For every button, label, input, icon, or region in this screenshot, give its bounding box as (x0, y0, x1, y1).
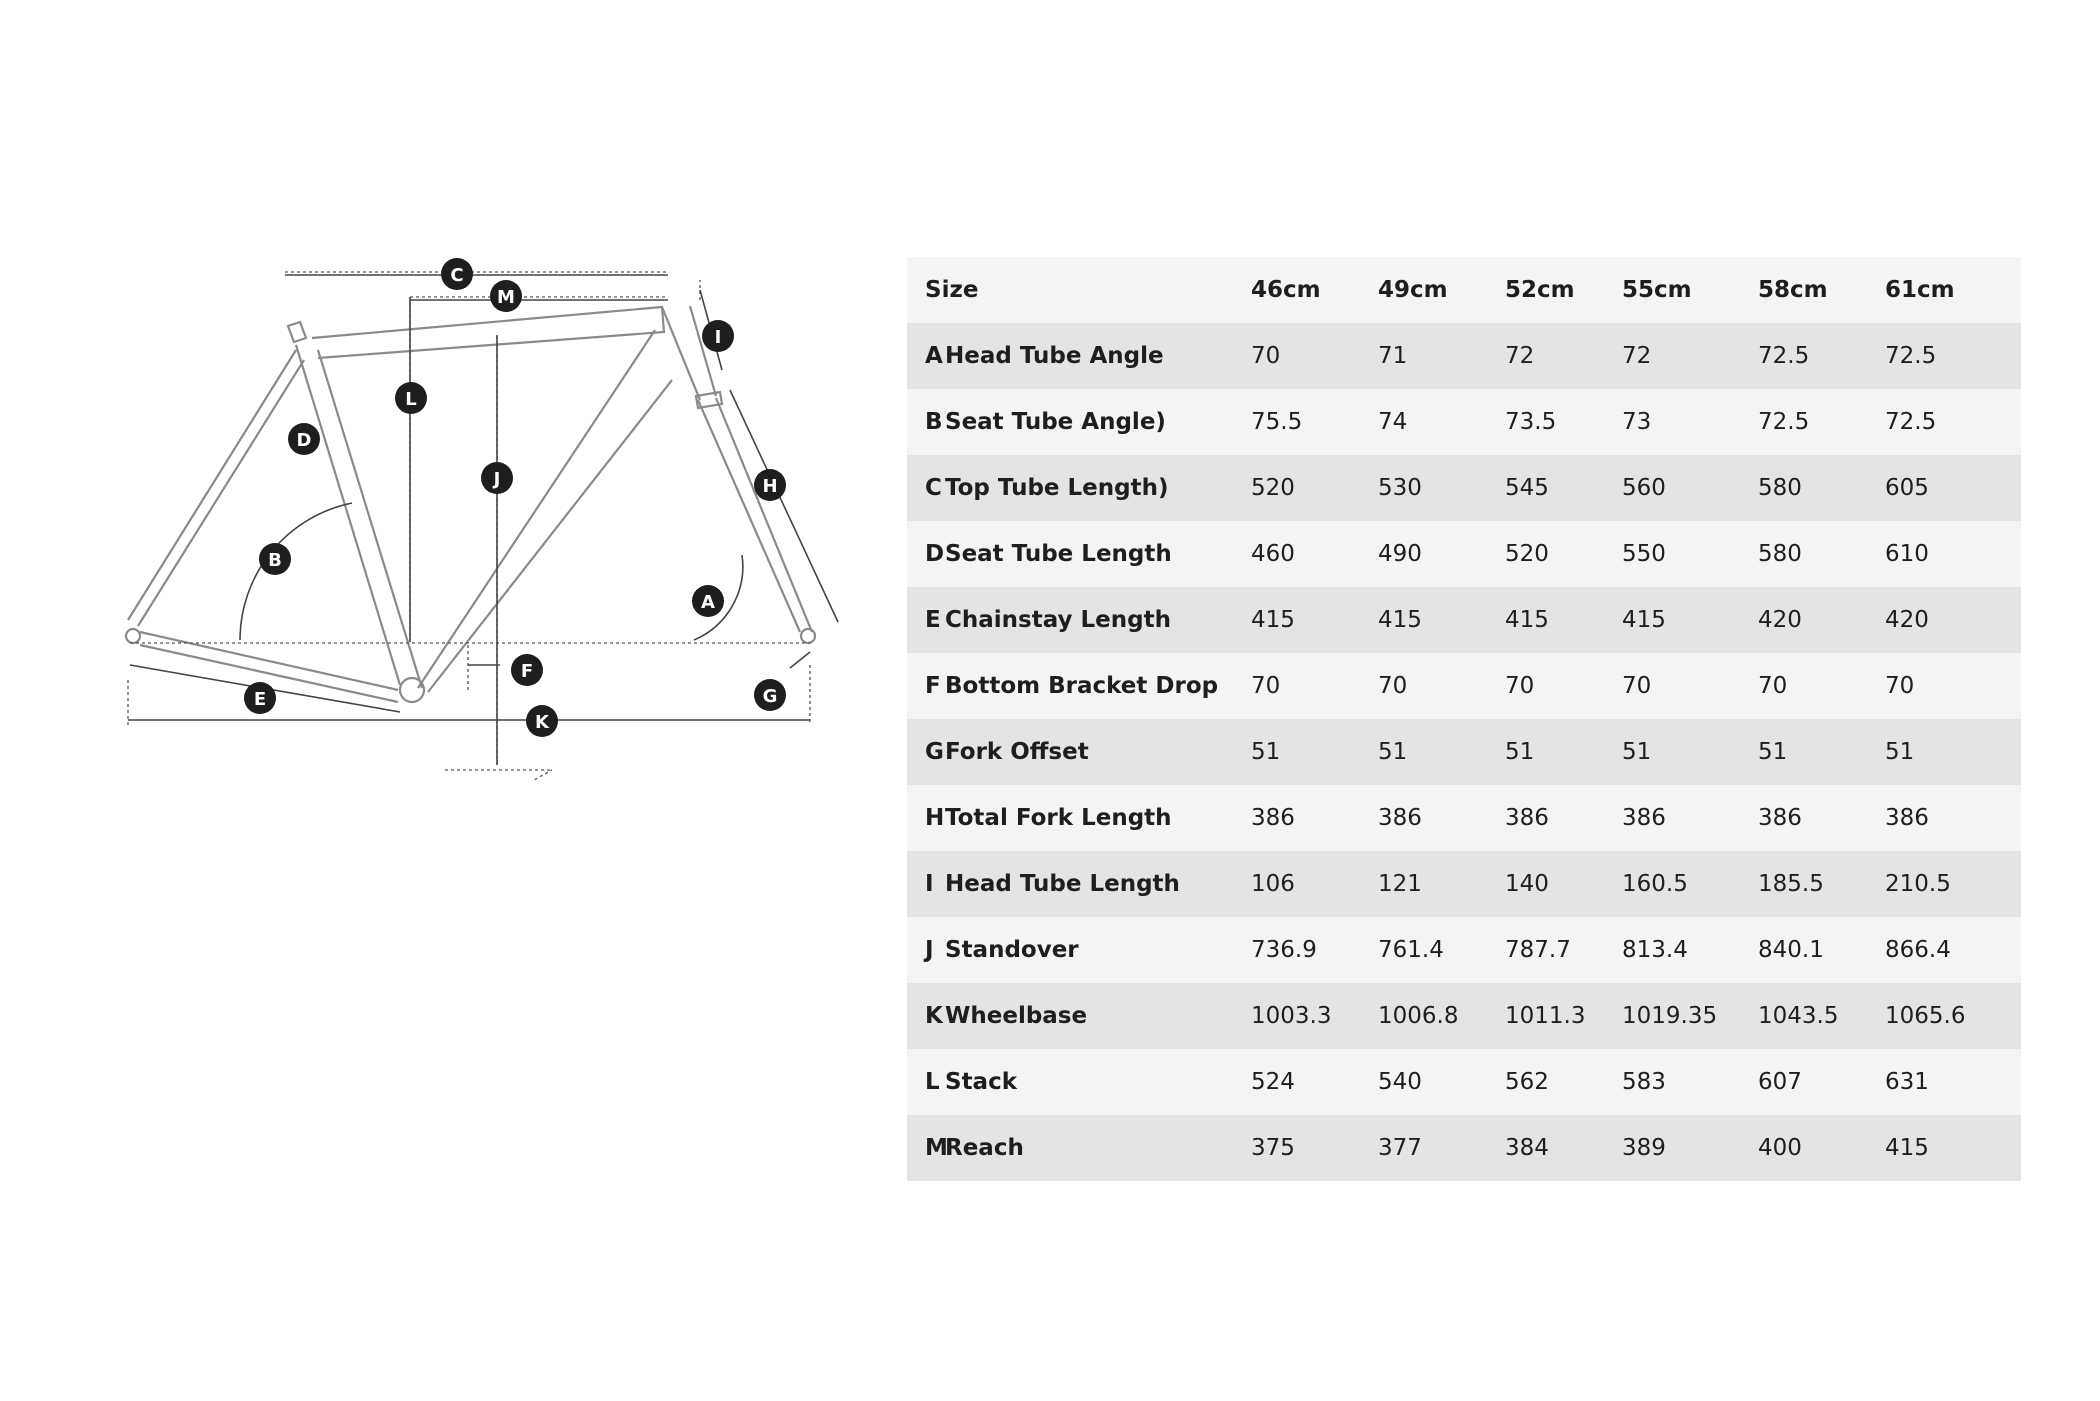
marker-i (702, 320, 734, 352)
value-cell: 375 (1251, 1135, 1295, 1161)
row-name: Top Tube Length) (945, 475, 1169, 501)
value-cell: 761.4 (1378, 937, 1444, 963)
value-cell: 72.5 (1885, 409, 1937, 435)
row-name: Seat Tube Angle) (945, 409, 1166, 435)
marker-c (441, 258, 473, 290)
value-cell: 736.9 (1251, 937, 1317, 963)
value-cell: 70 (1758, 673, 1788, 699)
row-letter: A (925, 343, 943, 369)
value-cell: 813.4 (1622, 937, 1688, 963)
row-letter: J (925, 937, 934, 963)
marker-d-label: D (296, 430, 312, 451)
value-cell: 74 (1378, 409, 1408, 435)
row-letter: L (925, 1069, 940, 1095)
value-cell: 580 (1758, 475, 1802, 501)
value-cell: 51 (1378, 739, 1408, 765)
table-row (907, 719, 2021, 785)
marker-l-label: L (405, 389, 417, 410)
marker-j (481, 462, 513, 494)
value-cell: 106 (1251, 871, 1295, 897)
marker-e-label: E (253, 689, 267, 710)
marker-e (244, 682, 276, 714)
row-letter: C (925, 475, 942, 501)
marker-c-label: C (450, 265, 464, 286)
value-cell: 1011.3 (1505, 1003, 1586, 1029)
value-cell: 545 (1505, 475, 1549, 501)
table-row (907, 389, 2021, 455)
value-cell: 1019.35 (1622, 1003, 1718, 1029)
value-cell: 386 (1251, 805, 1295, 831)
value-cell: 140 (1505, 871, 1549, 897)
value-cell: 415 (1885, 1135, 1929, 1161)
value-cell: 72.5 (1758, 343, 1810, 369)
geometry-table (907, 257, 2021, 1181)
value-cell: 51 (1622, 739, 1652, 765)
value-cell: 75.5 (1251, 409, 1303, 435)
value-cell: 400 (1758, 1135, 1802, 1161)
table-row (907, 587, 2021, 653)
value-cell: 70 (1885, 673, 1915, 699)
row-name: Standover (945, 937, 1079, 963)
row-letter: F (925, 673, 941, 699)
row-letter: B (925, 409, 943, 435)
value-cell: 420 (1758, 607, 1802, 633)
row-name: Reach (945, 1135, 1024, 1161)
row-name: Total Fork Length (945, 805, 1172, 831)
value-cell: 73.5 (1505, 409, 1557, 435)
marker-g (754, 679, 786, 711)
row-letter: H (925, 805, 945, 831)
table-row (907, 323, 2021, 389)
row-name: Seat Tube Length (945, 541, 1172, 567)
value-cell: 70 (1505, 673, 1535, 699)
value-cell: 420 (1885, 607, 1929, 633)
marker-i-label: I (714, 327, 722, 348)
row-letter: K (925, 1003, 943, 1029)
dimension-solid-lines (128, 275, 838, 765)
row-name: Bottom Bracket Drop (945, 673, 1219, 699)
value-cell: 524 (1251, 1069, 1295, 1095)
value-cell: 72.5 (1758, 409, 1810, 435)
dimension-markers (244, 258, 786, 737)
table-row (907, 851, 2021, 917)
value-cell: 51 (1758, 739, 1788, 765)
marker-a-label: A (701, 592, 715, 613)
row-name: Head Tube Length (945, 871, 1180, 897)
frame-tubes (126, 306, 815, 702)
value-cell: 386 (1622, 805, 1666, 831)
table-row (907, 785, 2021, 851)
marker-b-label: B (268, 550, 282, 571)
value-cell: 840.1 (1758, 937, 1824, 963)
value-cell: 70 (1251, 343, 1281, 369)
table-row (907, 521, 2021, 587)
size-header-cell: 61cm (1885, 277, 1955, 303)
marker-m (490, 280, 522, 312)
marker-l (395, 382, 427, 414)
size-header-cell: 55cm (1622, 277, 1692, 303)
size-header-cell: 58cm (1758, 277, 1828, 303)
value-cell: 210.5 (1885, 871, 1951, 897)
frame-geometry-diagram (100, 240, 860, 780)
marker-j-label: J (493, 469, 501, 490)
value-cell: 520 (1251, 475, 1295, 501)
marker-a (692, 585, 724, 617)
value-cell: 160.5 (1622, 871, 1688, 897)
table-row (907, 917, 2021, 983)
value-cell: 605 (1885, 475, 1929, 501)
value-cell: 386 (1885, 805, 1929, 831)
marker-f (511, 654, 543, 686)
value-cell: 490 (1378, 541, 1422, 567)
row-name: Wheelbase (945, 1003, 1088, 1029)
value-cell: 787.7 (1505, 937, 1571, 963)
value-cell: 1065.6 (1885, 1003, 1966, 1029)
row-letter: D (925, 541, 945, 567)
value-cell: 51 (1505, 739, 1535, 765)
value-cell: 121 (1378, 871, 1422, 897)
value-cell: 560 (1622, 475, 1666, 501)
value-cell: 460 (1251, 541, 1295, 567)
size-header: Size (925, 277, 979, 303)
size-header-cell: 52cm (1505, 277, 1575, 303)
marker-m-label: M (497, 287, 515, 308)
row-name: Stack (945, 1069, 1018, 1095)
value-cell: 71 (1378, 343, 1408, 369)
value-cell: 562 (1505, 1069, 1549, 1095)
value-cell: 51 (1251, 739, 1281, 765)
size-header-cell: 46cm (1251, 277, 1321, 303)
row-name: Fork Offset (945, 739, 1089, 765)
marker-b (259, 543, 291, 575)
marker-g-label: G (762, 686, 778, 707)
value-cell: 540 (1378, 1069, 1422, 1095)
value-cell: 1043.5 (1758, 1003, 1839, 1029)
value-cell: 386 (1378, 805, 1422, 831)
value-cell: 583 (1622, 1069, 1666, 1095)
row-name: Head Tube Angle (945, 343, 1164, 369)
marker-k-label: K (535, 712, 549, 733)
value-cell: 185.5 (1758, 871, 1824, 897)
value-cell: 389 (1622, 1135, 1666, 1161)
marker-f-label: F (520, 661, 534, 682)
value-cell: 415 (1251, 607, 1295, 633)
row-letter: G (925, 739, 944, 765)
marker-d (288, 423, 320, 455)
value-cell: 51 (1885, 739, 1915, 765)
value-cell: 72 (1505, 343, 1535, 369)
value-cell: 550 (1622, 541, 1666, 567)
table-row (907, 1115, 2021, 1181)
table-header-row (907, 257, 2021, 323)
marker-h-label: H (762, 476, 778, 497)
value-cell: 415 (1378, 607, 1422, 633)
value-cell: 415 (1505, 607, 1549, 633)
table-row (907, 1049, 2021, 1115)
marker-k (526, 705, 558, 737)
value-cell: 72 (1622, 343, 1652, 369)
table-body (907, 323, 2021, 1181)
value-cell: 1006.8 (1378, 1003, 1459, 1029)
value-cell: 866.4 (1885, 937, 1951, 963)
value-cell: 610 (1885, 541, 1929, 567)
value-cell: 384 (1505, 1135, 1549, 1161)
value-cell: 386 (1758, 805, 1802, 831)
marker-h (754, 469, 786, 501)
row-name: Chainstay Length (945, 607, 1171, 633)
table-row (907, 653, 2021, 719)
value-cell: 520 (1505, 541, 1549, 567)
row-letter: M (925, 1135, 948, 1161)
value-cell: 607 (1758, 1069, 1802, 1095)
value-cell: 386 (1505, 805, 1549, 831)
table-row (907, 455, 2021, 521)
row-letter: I (925, 871, 934, 897)
value-cell: 530 (1378, 475, 1422, 501)
value-cell: 580 (1758, 541, 1802, 567)
table-row (907, 983, 2021, 1049)
value-cell: 73 (1622, 409, 1652, 435)
value-cell: 70 (1251, 673, 1281, 699)
row-letter: E (925, 607, 941, 633)
value-cell: 72.5 (1885, 343, 1937, 369)
value-cell: 631 (1885, 1069, 1929, 1095)
value-cell: 415 (1622, 607, 1666, 633)
value-cell: 70 (1378, 673, 1408, 699)
value-cell: 377 (1378, 1135, 1422, 1161)
size-header-cell: 49cm (1378, 277, 1448, 303)
value-cell: 1003.3 (1251, 1003, 1332, 1029)
value-cell: 70 (1622, 673, 1652, 699)
